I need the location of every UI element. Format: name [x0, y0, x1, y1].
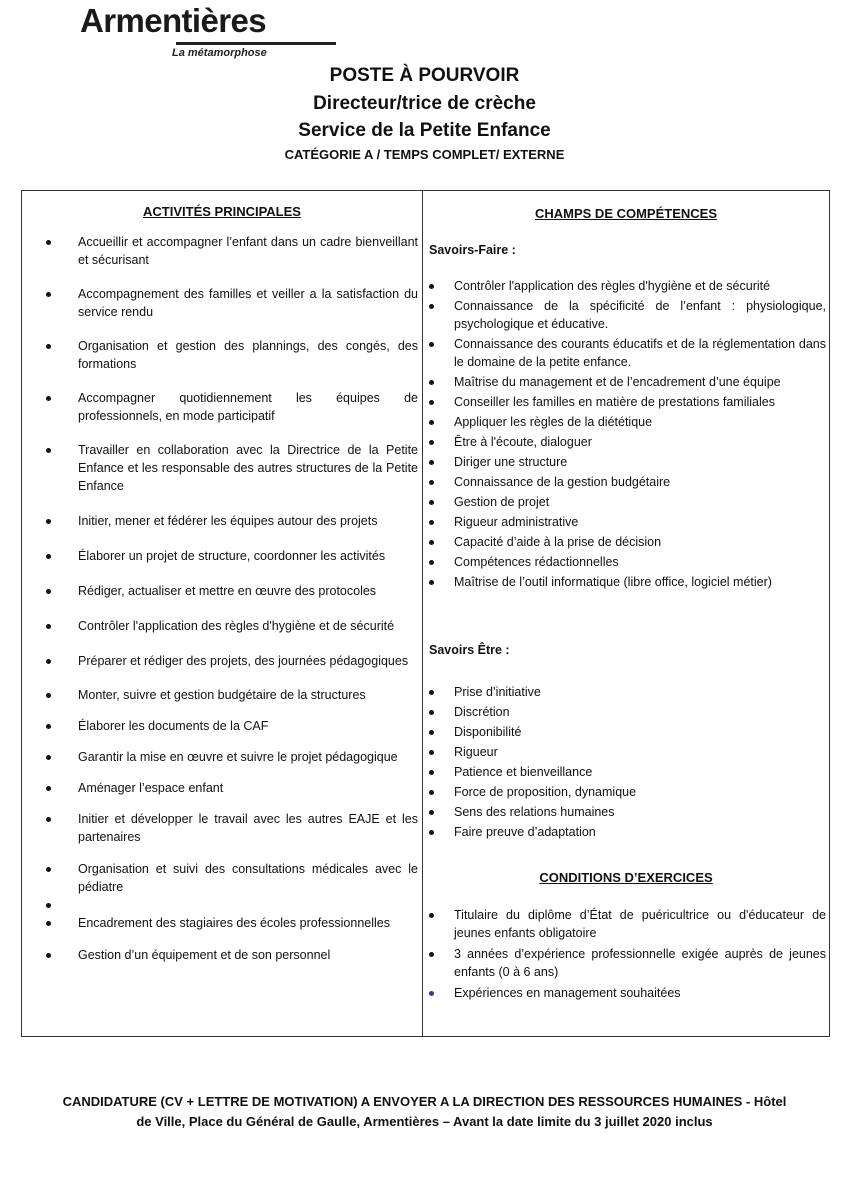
- list-item-text: Accueillir et accompagner l’enfant dans un cadre bienveillant et sécurisant: [78, 235, 418, 267]
- document-title: POSTE À POURVOIR: [329, 65, 520, 86]
- list-item-text: Rigueur administrative: [454, 515, 579, 529]
- list-item-text: Contrôler l'application des règles d'hygiène et de sécurité: [454, 279, 771, 293]
- list-item: [78, 810, 418, 846]
- list-item: [454, 413, 826, 431]
- list-item-text: Élaborer un projet de structure, coordonner les activités: [78, 549, 386, 563]
- list-item: [78, 285, 418, 321]
- bullet-icon: [429, 770, 434, 775]
- list-item: [454, 703, 826, 721]
- bullet-icon: [429, 913, 434, 918]
- service-title: Service de la Petite Enfance: [298, 120, 551, 141]
- activities-list: [78, 233, 418, 964]
- list-item-text: Compétences rédactionnelles: [454, 555, 619, 569]
- bullet-icon: [429, 342, 434, 347]
- bullet-icon: [429, 380, 434, 385]
- bullet-icon: [46, 867, 51, 872]
- column-divider: [422, 191, 423, 1036]
- conditions-list: [454, 906, 826, 1005]
- armentieres-logo: [80, 2, 280, 62]
- bullet-icon: [429, 991, 434, 996]
- list-item: [454, 373, 826, 391]
- bullet-icon: [46, 817, 51, 822]
- bullet-icon: [429, 420, 434, 425]
- bullet-icon: [429, 540, 434, 545]
- bullet-icon: [46, 448, 51, 453]
- list-item: [78, 779, 418, 797]
- list-item: [78, 652, 418, 670]
- list-item: [454, 945, 826, 981]
- list-item-text: Appliquer les règles de la diététique: [454, 415, 653, 429]
- list-item: [454, 906, 826, 942]
- bullet-icon: [429, 520, 434, 525]
- list-item: [454, 573, 826, 591]
- list-item-text: Faire preuve d’adaptation: [454, 825, 596, 839]
- list-item: [454, 513, 826, 531]
- list-item-text: Connaissance de la gestion budgétaire: [454, 475, 671, 489]
- bullet-icon: [46, 659, 51, 664]
- bullet-icon: [429, 304, 434, 309]
- category-line: CATÉGORIE A / TEMPS COMPLET/ EXTERNE: [284, 147, 565, 162]
- list-item-text: Travailler en collaboration avec la Directrice de la Petite Enfance et les responsable des autres structures de la Petite Enfance: [78, 443, 418, 493]
- list-item: [78, 686, 418, 704]
- list-item-text: Rigueur: [454, 745, 498, 759]
- bullet-icon: [429, 560, 434, 565]
- list-item: [78, 748, 418, 766]
- bullet-icon: [429, 710, 434, 715]
- bullet-icon: [429, 750, 434, 755]
- list-item-text: Capacité d’aide à la prise de décision: [454, 535, 662, 549]
- logo-wordmark: Armentières: [80, 2, 266, 39]
- list-item-text: Discrétion: [454, 705, 510, 719]
- list-item: [454, 723, 826, 741]
- list-item: [454, 533, 826, 551]
- list-item: [454, 743, 826, 761]
- list-item-text: Rédiger, actualiser et mettre en œuvre des protocoles: [78, 584, 377, 598]
- list-item: [454, 393, 826, 411]
- footer-line-1: CANDIDATURE (CV + LETTRE DE MOTIVATION) A ENVOYER A LA DIRECTION DES RESSOURCES HUMAINES - Hôtel: [62, 1094, 787, 1109]
- list-item-text: Aménager l’espace enfant: [78, 781, 224, 795]
- bullet-icon: [429, 580, 434, 585]
- list-item: [78, 389, 418, 425]
- list-item-text: Titulaire du diplôme d’État de puéricultrice ou d'éducateur de jeunes enfants obligatoire: [454, 908, 826, 940]
- list-item: [78, 547, 418, 565]
- list-item: [454, 984, 826, 1002]
- list-item-text: 3 années d’expérience professionnelle exigée auprès de jeunes enfants (0 à 6 ans): [454, 947, 826, 979]
- bullet-icon: [46, 903, 51, 908]
- document-header: [0, 60, 849, 166]
- list-item-text: Diriger une structure: [454, 455, 568, 469]
- bullet-icon: [46, 693, 51, 698]
- list-item-text: Maîtrise du management et de l’encadrement d’une équipe: [454, 375, 781, 389]
- bullet-icon: [429, 500, 434, 505]
- list-item-text: Préparer et rédiger des projets, des journées pédagogiques: [78, 654, 409, 668]
- position-title: Directeur/trice de crèche: [313, 93, 536, 114]
- list-item-text: Garantir la mise en œuvre et suivre le projet pédagogique: [78, 750, 398, 764]
- job-description-table: [21, 190, 830, 1037]
- list-item: [78, 914, 418, 932]
- bullet-icon: [46, 292, 51, 297]
- list-item-text: Monter, suivre et gestion budgétaire de la structures: [78, 688, 366, 702]
- bullet-icon: [46, 624, 51, 629]
- bullet-icon: [46, 554, 51, 559]
- list-item-text: Gestion de projet: [454, 495, 550, 509]
- list-item: [454, 823, 826, 841]
- list-item: [454, 433, 826, 451]
- list-item-text: Disponibilité: [454, 725, 522, 739]
- bullet-icon: [429, 440, 434, 445]
- list-item: [454, 763, 826, 781]
- bullet-icon: [429, 790, 434, 795]
- savoir-faire-label: Savoirs-Faire :: [429, 243, 516, 257]
- savoir-etre-label: Savoirs Être :: [429, 643, 510, 657]
- list-item-text: Sens des relations humaines: [454, 805, 615, 819]
- list-item-text: Accompagnement des familles et veiller a la satisfaction du service rendu: [78, 287, 418, 319]
- list-item-text: Être à l'écoute, dialoguer: [454, 435, 592, 449]
- list-item: [78, 617, 418, 635]
- list-item: [454, 783, 826, 801]
- bullet-icon: [429, 730, 434, 735]
- list-item: [78, 860, 418, 896]
- list-item: [454, 297, 826, 333]
- list-item: [78, 896, 418, 914]
- list-item: [454, 277, 826, 295]
- application-instructions: [40, 1092, 809, 1132]
- list-item-text: Expériences en management souhaitées: [454, 986, 681, 1000]
- list-item-text: Organisation et gestion des plannings, des congés, des formations: [78, 339, 418, 371]
- bullet-icon: [46, 724, 51, 729]
- bullet-icon: [46, 786, 51, 791]
- list-item: [78, 337, 418, 373]
- bullet-icon: [429, 690, 434, 695]
- list-item: [454, 493, 826, 511]
- list-item-text: Force de proposition, dynamique: [454, 785, 637, 799]
- list-item: [454, 473, 826, 491]
- list-item: [78, 441, 418, 495]
- list-item: [78, 946, 418, 964]
- list-item: [454, 453, 826, 471]
- list-item-text: Gestion d’un équipement et de son personnel: [78, 948, 331, 962]
- list-item-text: Encadrement des stagiaires des écoles professionnelles: [78, 916, 390, 930]
- list-item-text: Accompagner quotidiennement les équipes de professionnels, en mode participatif: [78, 391, 418, 423]
- list-item: [78, 717, 418, 735]
- list-item: [78, 512, 418, 530]
- list-item-text: Maîtrise de l’outil informatique (libre office, logiciel métier): [454, 575, 772, 589]
- list-item-text: Connaissance des courants éducatifs et de la réglementation dans le domaine de la petite enfance.: [454, 337, 826, 369]
- bullet-icon: [46, 519, 51, 524]
- savoir-etre-list: [454, 683, 826, 843]
- conditions-heading: CONDITIONS D’EXERCICES: [539, 870, 713, 885]
- footer-line-2: de Ville, Place du Général de Gaulle, Armentières – Avant la date limite du 3 juillet 2020 inclus: [136, 1114, 713, 1129]
- savoir-faire-list: [454, 277, 826, 593]
- bullet-icon: [46, 344, 51, 349]
- bullet-icon: [46, 921, 51, 926]
- logo-underline: [176, 42, 336, 45]
- list-item: [454, 335, 826, 371]
- list-item: [454, 683, 826, 701]
- skills-heading: CHAMPS DE COMPÉTENCES: [534, 206, 718, 221]
- list-item-text: Initier et développer le travail avec les autres EAJE et les partenaires: [78, 812, 418, 844]
- bullet-icon: [429, 480, 434, 485]
- list-item-text: Élaborer les documents de la CAF: [78, 719, 269, 733]
- list-item-text: Connaissance de la spécificité de l’enfant : physiologique, psychologique et éducative.: [454, 299, 826, 331]
- list-item: [78, 582, 418, 600]
- bullet-icon: [46, 953, 51, 958]
- bullet-icon: [429, 810, 434, 815]
- list-item-text: Initier, mener et fédérer les équipes autour des projets: [78, 514, 378, 528]
- bullet-icon: [46, 589, 51, 594]
- bullet-icon: [429, 830, 434, 835]
- list-item: [454, 553, 826, 571]
- list-item-text: Organisation et suivi des consultations médicales avec le pédiatre: [78, 862, 418, 894]
- bullet-icon: [429, 400, 434, 405]
- list-item: [78, 233, 418, 269]
- bullet-icon: [429, 460, 434, 465]
- bullet-icon: [46, 755, 51, 760]
- bullet-icon: [429, 952, 434, 957]
- bullet-icon: [429, 284, 434, 289]
- logo-tagline: La métamorphose: [172, 47, 267, 59]
- bullet-icon: [46, 240, 51, 245]
- activities-heading: ACTIVITÉS PRINCIPALES: [143, 204, 301, 219]
- list-item-text: Prise d’initiative: [454, 685, 541, 699]
- list-item-text: Contrôler l'application des règles d'hygiène et de sécurité: [78, 619, 395, 633]
- list-item-text: Conseiller les familles en matière de prestations familiales: [454, 395, 775, 409]
- list-item: [454, 803, 826, 821]
- list-item-text: Patience et bienveillance: [454, 765, 593, 779]
- bullet-icon: [46, 396, 51, 401]
